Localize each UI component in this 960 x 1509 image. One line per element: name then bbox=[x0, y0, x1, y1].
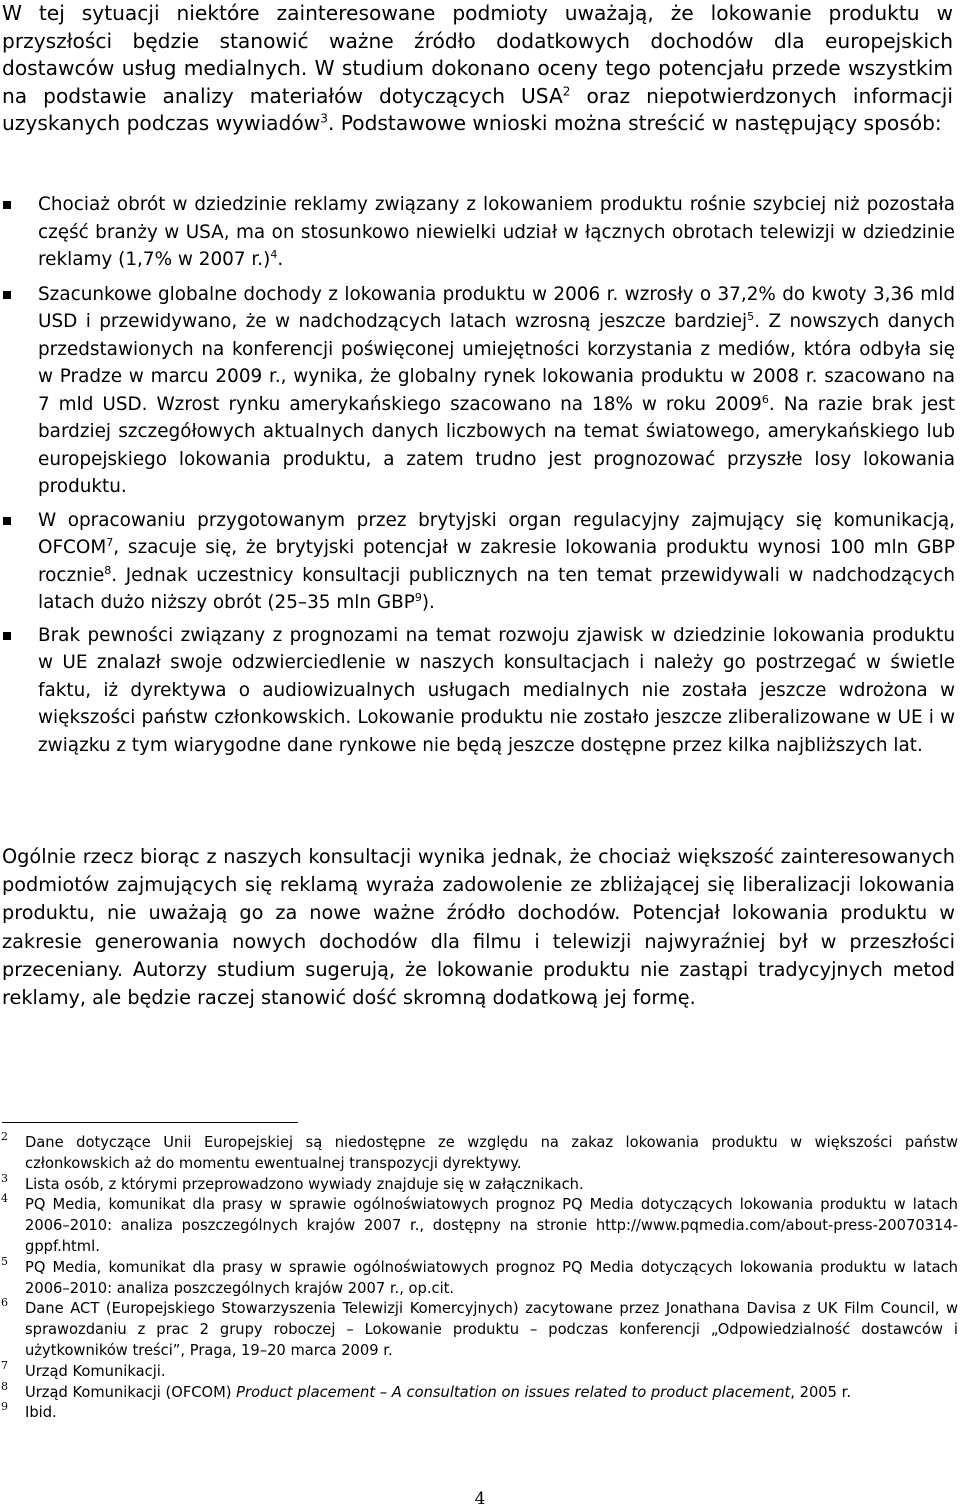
footnote-ref-8[interactable]: 8 bbox=[104, 563, 112, 577]
footnote-text-part: Urząd Komunikacji (OFCOM) bbox=[25, 1383, 237, 1401]
footnote bbox=[0, 1358, 958, 1383]
footnote-number: 2 bbox=[1, 1130, 8, 1143]
intro-text-c: . Podstawowe wnioski można streścić w następujący sposób: bbox=[327, 111, 942, 135]
page-number: 4 bbox=[474, 1489, 486, 1509]
bullet-text: Chociaż obrót w dziedzinie reklamy związany z lokowaniem produktu rośnie szybciej niż pozostała część branży w USA, ma on stosunkowo niewielki udział w łącznych obrotach telewizji w dziedzinie reklamy (1,7% w 2007 r.) bbox=[38, 194, 955, 270]
footnote bbox=[0, 1400, 958, 1424]
footnote-number: 7 bbox=[1, 1358, 8, 1372]
list-item bbox=[0, 281, 955, 501]
list-item bbox=[0, 191, 955, 274]
footnote-text bbox=[25, 1384, 851, 1401]
footnote-number: 5 bbox=[1, 1254, 8, 1268]
footnote bbox=[0, 1254, 958, 1300]
intro-paragraph bbox=[2, 0, 953, 138]
bullet-text: . Jednak uczestnicy konsultacji publicznych na ten temat przewidywali w nadchodzących latach dużo niższy obrót (25–35 mln GBP bbox=[38, 564, 955, 613]
bullet-text: W opracowaniu przygotowanym przez brytyjski organ regulacyjny zajmujący się komunikacją, OFCOM bbox=[38, 509, 955, 558]
footnote bbox=[0, 1130, 958, 1175]
footnotes bbox=[0, 1130, 958, 1424]
footnote-ref-7[interactable]: 7 bbox=[106, 535, 114, 549]
square-bullet-icon bbox=[3, 201, 11, 209]
footnote-title-italic: Product placement – A consultation on issues related to product placement bbox=[236, 1383, 791, 1401]
intro-text-a: W tej sytuacji niektóre zainteresowane podmioty uważają, że lokowanie produktu w przyszłości będzie stanowić ważne źródło dodatkowych dochodów dla europejskich dostawców usług medialnych. W studium dokonano oceny tego potencjału przede wszystkim na podstawie analizy materiałów dotyczących USA bbox=[2, 1, 953, 108]
footnote-number: 4 bbox=[1, 1192, 8, 1206]
footnote-text: Dane ACT (Europejskiego Stowarzyszenia Telewizji Komercyjnych) zacytowane przez Jonathana Davisa z UK Film Council, w sprawozdaniu z prac 2 grupy roboczej – Lokowanie produktu – podczas konferencji „Odpowiedzialność dostawców i użytkowników treści”, Praga, 19–20 marca 2009 r. bbox=[25, 1300, 958, 1359]
bullet-text: ). bbox=[421, 592, 435, 613]
square-bullet-icon bbox=[3, 291, 11, 299]
footnote-ref-3[interactable]: 3 bbox=[320, 111, 328, 126]
footnote-ref-5[interactable]: 5 bbox=[747, 309, 755, 323]
conclusion-paragraph: Ogólnie rzecz biorąc z naszych konsultacji wynika jednak, że chociaż większość zainteresowanych podmiotów zajmujących się reklamą wyraża zadowolenie ze zbliżającej się liberalizacji lokowania produktu, nie uważają go za nowe ważne źródło dochodów. Potencjał lokowania produktu w zakresie generowania nowych dochodów dla filmu i telewizji najwyraźniej był w przeszłości przeceniany. Autorzy studium sugerują, że lokowanie produktu nie zastąpi tradycyjnych metod reklamy, ale będzie raczej stanowić dość skromną dodatkową jej formę. bbox=[2, 845, 955, 1010]
footnote-number: 9 bbox=[1, 1400, 8, 1414]
footnote-number: 3 bbox=[1, 1171, 8, 1185]
footnote-text: PQ Media, komunikat dla prasy w sprawie ogólnoświatowych prognoz PQ Media dotyczących lokowania produktu w latach 2006–2010: analiza poszczególnych krajów 2007 r., dostępny na stronie http://www.pqmedia.com/about-press-20070314-gppf.html. bbox=[25, 1196, 958, 1255]
footnote-text: PQ Media, komunikat dla prasy w sprawie ogólnoświatowych prognoz PQ Media dotyczących lokowania produktu w latach 2006–2010: analiza poszczególnych krajów 2007 r., op.cit. bbox=[25, 1258, 958, 1297]
bullet-text: . bbox=[277, 249, 284, 270]
footnote bbox=[0, 1192, 958, 1257]
footnote-separator bbox=[2, 1122, 298, 1123]
footnote-text: Urząd Komunikacji. bbox=[25, 1362, 166, 1380]
footnote-text: Ibid. bbox=[25, 1404, 57, 1422]
findings-list bbox=[0, 191, 955, 759]
footnote-ref-2[interactable]: 2 bbox=[562, 83, 571, 98]
footnote-ref-9[interactable]: 9 bbox=[414, 590, 422, 604]
footnote-text: Lista osób, z którymi przeprowadzono wywiady znajduje się w załącznikach. bbox=[25, 1175, 584, 1193]
footnote bbox=[0, 1171, 958, 1196]
square-bullet-icon bbox=[3, 517, 11, 525]
footnote bbox=[0, 1379, 958, 1404]
footnote-number: 8 bbox=[1, 1379, 8, 1393]
bullet-text: . Na razie brak jest bardziej szczegółowych aktualnych danych liczbowych na temat światowego, amerykańskiego lub europejskiego lokowania produktu, a zatem trudno jest prognozować przyszłe losy lokowania produktu. bbox=[38, 393, 955, 497]
bullet-text: , szacuje się, że brytyjski potencjał w zakresie lokowania produktu wynosi 100 mln GBP rocznie bbox=[38, 537, 955, 586]
footnote-text: Dane dotyczące Unii Europejskiej są niedostępne ze względu na zakaz lokowania produktu w większości państw członkowskich aż do momentu ewentualnej transpozycji dyrektywy. bbox=[25, 1134, 958, 1172]
bullet-text: . Z nowszych danych przedstawionych na konferencji poświęconej umiejętności korzystania z mediów, która odbyła się w Pradze w marcu 2009 r., wynika, że globalny rynek lokowania produktu w 2008 r. szacowano na 7 mld USD. Wzrost rynku amerykańskiego szacowano na 18% w roku 2009 bbox=[38, 311, 955, 415]
list-item bbox=[0, 622, 955, 760]
footnote-ref-6[interactable]: 6 bbox=[761, 392, 769, 406]
footnote bbox=[0, 1296, 958, 1361]
bullet-text: Szacunkowe globalne dochody z lokowania produktu w 2006 r. wzrosły o 37,2% do kwoty 3,36 mld USD i przewidywano, że w nadchodzących latach wzrosną jeszcze bardziej bbox=[38, 283, 955, 332]
footnote-number: 6 bbox=[1, 1296, 8, 1310]
footnote-text-part: , 2005 r. bbox=[790, 1383, 852, 1401]
footnote-ref-4[interactable]: 4 bbox=[270, 247, 278, 261]
square-bullet-icon bbox=[3, 632, 11, 640]
bullet-text: Brak pewności związany z prognozami na temat rozwoju zjawisk w dziedzinie lokowania produktu w UE znalazł swoje odzwierciedlenie w naszych konsultacjach i należy go postrzegać w świetle faktu, iż dyrektywa o audiowizualnych usługach medialnych nie została jeszcze wdrożona w większości państw członkowskich. Lokowanie produktu nie zostało jeszcze zliberalizowane w UE i w związku z tym wiarygodne dane rynkowe nie będą jeszcze dostępne przez kilka najbliższych lat. bbox=[38, 624, 955, 756]
list-item bbox=[0, 507, 955, 617]
intro-text-b: oraz niepotwierdzonych informacji uzyskanych podczas wywiadów bbox=[2, 83, 953, 135]
